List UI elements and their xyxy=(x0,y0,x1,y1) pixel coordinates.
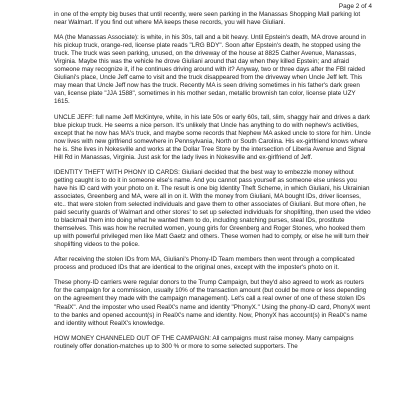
paragraph-uncle-jeff: UNCLE JEFF: full name Jeff McKintyre, white, in his late 50s or early 60s, tall, slim, shaggy hair and drives a dark blue pickup truck. He seems a nice person. It's unlikely that Uncle has anything to do with nephew's activities, except that he now has MA's truck, and maybe some records that Nephew MA asked uncle to store for him. Uncle now lives with new girlfriend somewhere in Pennsylvania, North or South Carolina. His ex-girlfriend knows where he is. She lives in Nokesville and works at the Dollar Tree Store by the intersection of Liberia Avenue and Signal Hill Rd in Manassas, Virginia. Just ask for the lady lives in Nokesville and ex-girlfriend of Jeff. xyxy=(54,113,371,161)
paragraph-identity-theft: IDENTITY THEFT WITH PHONY ID CARDS: Giuliani decided that the best way to embezzle money without getting caught is to do it in someone else's name. And you cannot pass yourself as someone else unless you have his ID card with your photo on it. The result is one big Identity Theft Scheme, in which Giuliani, his Ukrainian associates, Greenberg and MA, were all in on it. With the money from Giuliani, MA bought IDs, driver licenses, etc.. that were stolen from selected individuals and gave them to other associates of Giuliani. But more often, he paid security guards of Walmart and other stores' to set up selected individuals for shoplifting, then used the video to blackmail them into doing what he wanted them to do, including snatching purses, steal IDs, prostitute themselves. This was how he recruited women, young girls for Greenberg and Roger Stones, who hooked them up with powerful privileged men like Matt Gaetz and others. These women had to comply, or else he will turn their shoplifting videos to the police. xyxy=(54,168,371,249)
paragraph-bus-records: in one of the empty big buses that until recently, were seen parking in the Manassas Shopping Mall parking lot near Walmart. If you find out where MA keeps these records, you will have Giuliani. xyxy=(54,11,361,27)
paragraph-stolen-ids: After receiving the stolen IDs from MA, Giuliani's Phony-ID Team members then went through a complicated process and produced IDs that are identical to the original ones, except with the imposter's photo on it. xyxy=(54,256,355,272)
paragraph-money-channeled: HOW MONEY CHANNELED OUT OF THE CAMPAIGN: All campaigns must raise money. Many campaigns routinely offer donation-matches up to 300 % or more to some selected supporters. The xyxy=(54,334,354,350)
paragraph-phony-id-carriers: These phony-ID carriers were regular donors to the Trump Campaign, but they'd also agreed to work as routers for the campaign for a commission, usually 10% of the transaction amount (but could be more or less depending on the agreement they made with the campaign management). Let's call a real owner of one of these stolen IDs "RealX". And the imposter who used RealX's name and identity "PhonyX." Using the phony-ID card, PhonyX went to the banks and opened account(s) in RealX's name and identity. Now, PhonyX has account(s) in RealX's name and identity without RealX's knowledge. xyxy=(54,279,371,327)
page-number: Page 2 of 4 xyxy=(338,3,372,10)
document-body xyxy=(54,11,371,358)
paragraph-manassas-associate: MA (the Manassas Associate): is white, in his 30s, tall and a bit heavy. Until Epstein's death, MA drove around in his pickup truck, orange-red, license plate reads "LRG BDY". Soon after Epstein's death, he stopped using the truck. The truck was seen parking, unused, on the driveway of the house at 8825 Cather Avenue, Manassas, Virginia. Maybe this was the vehicle he drove Giuliani around that day when they killed Epstein; and afraid someone may recognize it, if he continues driving around with it? Anyway, two or three days after the FBI raided Giuliani's place, Uncle Jeff came to visit and the truck disappeared from the driveway when Uncle Jeff left. This may mean that Uncle Jeff now has the truck. Recently MA is seen driving sometimes in his father's dark green van, license plate "JJA 1588", sometimes in his mother sedan, metallic brownish tan color, license plate UZY 1615. xyxy=(54,34,366,106)
